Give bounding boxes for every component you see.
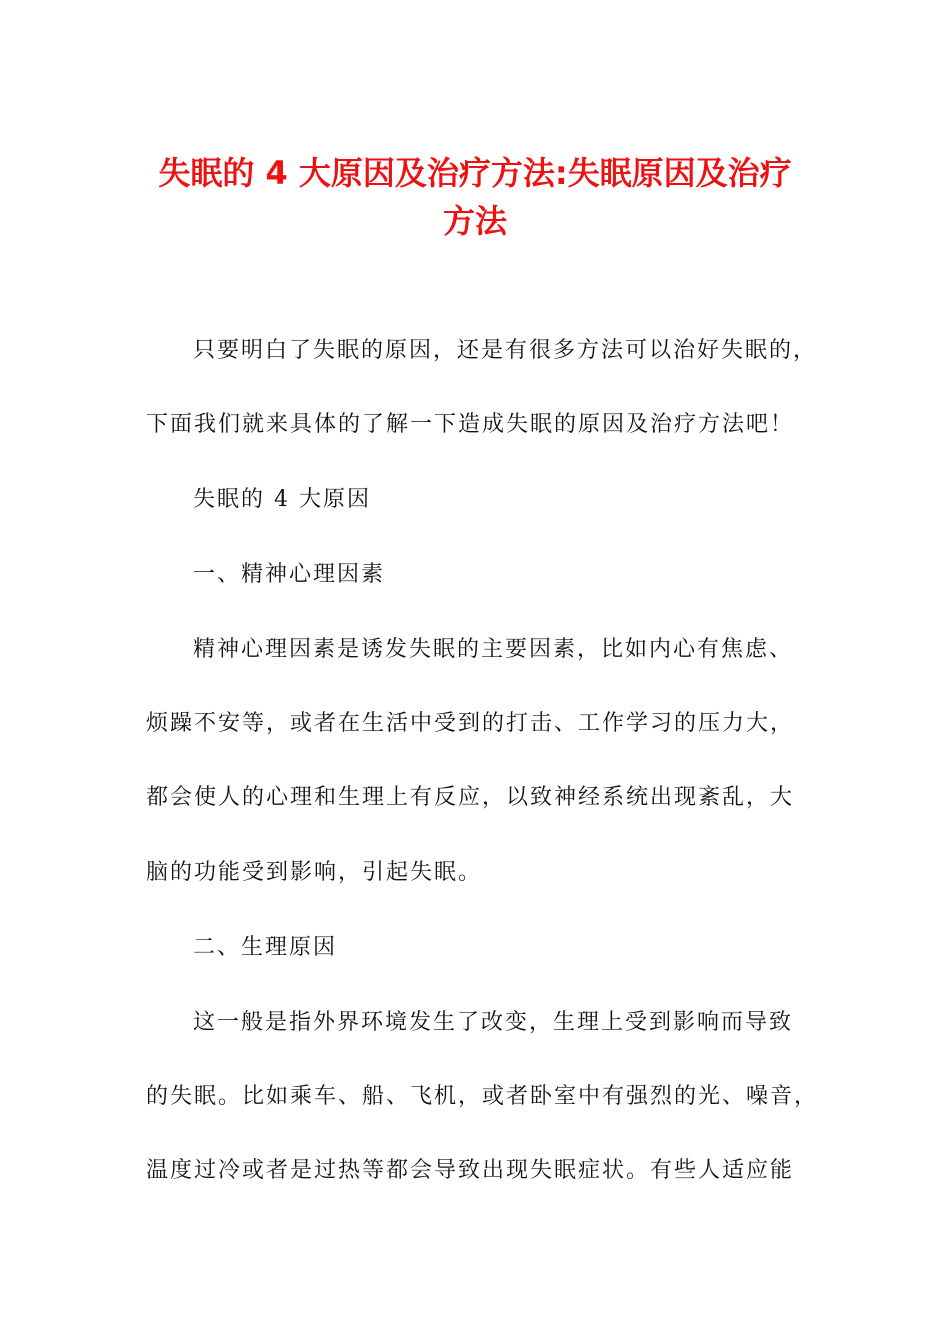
paragraph-psychological-line4: 脑的功能受到影响，引起失眠。 — [146, 860, 483, 885]
section-heading-causes: 失眠的 4 大原因 — [193, 487, 371, 512]
paragraph-physiological-line1: 这一般是指外界环境发生了改变，生理上受到影响而导致 — [193, 1010, 794, 1035]
paragraph-intro-line1: 只要明白了失眠的原因，还是有很多方法可以治好失眠的， — [193, 338, 818, 363]
document-title-line1: 失眠的 4 大原因及治疗方法:失眠原因及治疗 — [158, 154, 792, 192]
paragraph-psychological-line2: 烦躁不安等，或者在生活中受到的打击、工作学习的压力大， — [146, 711, 795, 736]
paragraph-physiological-line2: 的失眠。比如乘车、船、飞机，或者卧室中有强烈的光、噪音， — [146, 1084, 819, 1109]
paragraph-psychological-line3: 都会使人的心理和生理上有反应，以致神经系统出现紊乱，大 — [146, 785, 795, 810]
document-title-line2: 方法 — [442, 202, 507, 240]
paragraph-physiological-line3: 温度过冷或者是过热等都会导致出现失眠症状。有些人适应能 — [146, 1158, 795, 1183]
paragraph-psychological-line1: 精神心理因素是诱发失眠的主要因素，比如内心有焦虑、 — [193, 637, 794, 662]
paragraph-intro-line2: 下面我们就来具体的了解一下造成失眠的原因及治疗方法吧！ — [146, 412, 795, 437]
subheading-psychological: 一、精神心理因素 — [193, 562, 386, 587]
subheading-physiological: 二、生理原因 — [193, 935, 338, 960]
